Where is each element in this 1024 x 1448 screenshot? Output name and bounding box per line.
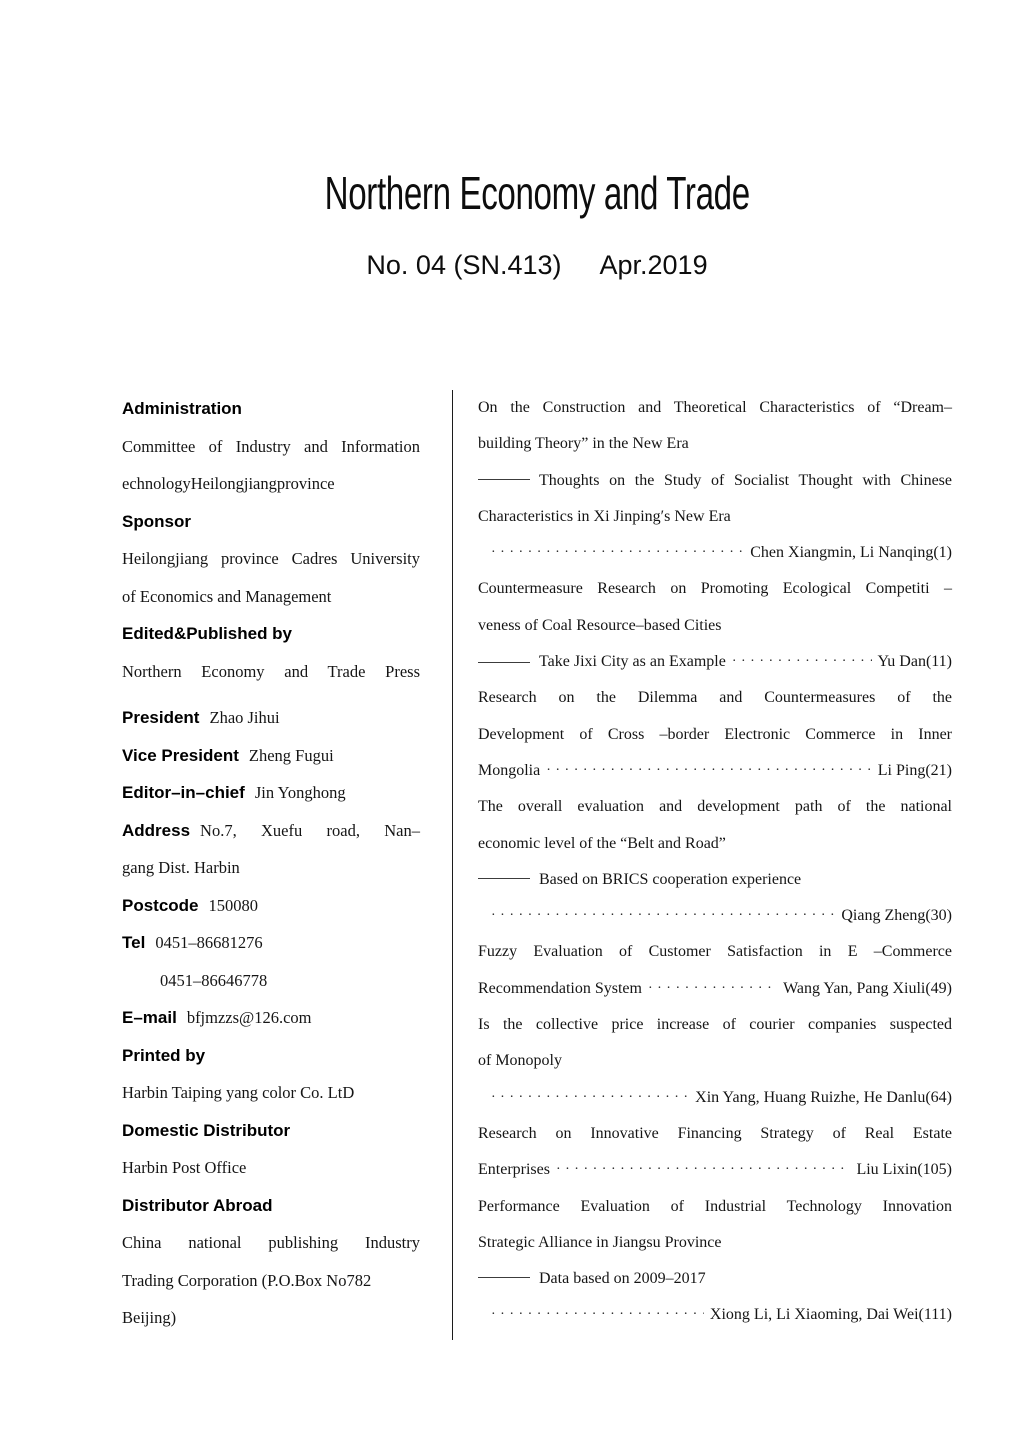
info-text: Harbin Post Office: [122, 1158, 247, 1177]
info-field: [122, 774, 420, 812]
toc-author-line: [478, 753, 952, 789]
info-text: echnologyHeilongjiangprovince: [122, 474, 335, 493]
toc-pre: Enterprises: [478, 1161, 550, 1179]
info-field: [122, 999, 420, 1037]
section-label: Administration: [122, 399, 242, 418]
issue-date: Apr.2019: [599, 250, 708, 280]
info-field: [122, 887, 420, 925]
toc-author-line: [478, 1297, 952, 1333]
info-section-header: [122, 390, 420, 428]
toc-authors: Li Ping(21): [877, 761, 952, 779]
subtitle-dash: [478, 662, 530, 663]
toc-authors: Wang Yan, Pang Xiuli(49): [783, 979, 952, 997]
toc-author-line: [478, 1080, 952, 1116]
journal-title: Northern Economy and Trade: [324, 167, 750, 219]
info-text: gang Dist. Harbin: [122, 858, 240, 877]
info-field: [122, 699, 420, 737]
info-field: [122, 812, 420, 850]
toc-line: Strategic Alliance in Jiangsu Province: [478, 1233, 722, 1251]
toc-line: economic level of the “Belt and Road”: [478, 834, 726, 852]
info-text: China national publishing Industry: [122, 1233, 420, 1252]
toc-line: Research on Innovative Financing Strategy of Real Estate: [478, 1124, 952, 1142]
info-section-header: [122, 1187, 420, 1225]
subtitle-dash: [478, 878, 530, 879]
dot-leader: [648, 971, 777, 1007]
info-field: [122, 737, 420, 775]
info-text: Harbin Taiping yang color Co. LtD: [122, 1083, 355, 1102]
subtitle-dash: [478, 1277, 530, 1278]
toc-author-line: [478, 971, 952, 1007]
field-label: Tel: [122, 933, 146, 952]
toc-line: building Theory” in the New Era: [478, 435, 689, 453]
dot-leader: [546, 753, 872, 789]
toc-line: of Monopoly: [478, 1052, 562, 1070]
column-divider: [452, 390, 453, 1340]
toc-subtitle: Based on BRICS cooperation experience: [539, 870, 802, 888]
dot-leader: [491, 898, 835, 934]
toc-authors: Yu Dan(11): [877, 653, 952, 671]
toc-line: Research on the Dilemma and Countermeasures of the: [478, 689, 952, 707]
section-label: Edited&Published by: [122, 624, 293, 643]
toc-line: Is the collective price increase of courier companies suspected: [478, 1016, 952, 1034]
toc-line: [478, 463, 952, 499]
field-value: 150080: [208, 895, 259, 915]
issue-line: [122, 250, 952, 281]
section-label: Printed by: [122, 1045, 206, 1065]
info-section-header: [122, 615, 420, 653]
info-text: Trading Corporation (P.O.Box No782: [122, 1270, 372, 1290]
toc-line: [478, 1261, 952, 1297]
field-value: bfjmzzs@126.com: [186, 1008, 312, 1027]
info-text: Northern Economy and Trade Press: [122, 661, 420, 681]
info-text: of Economics and Management: [122, 586, 332, 606]
toc-author-line: [478, 644, 952, 680]
info-section-header: [122, 1037, 420, 1075]
page-content: [122, 0, 952, 1448]
toc-pre: Take Jixi City as an Example: [539, 653, 726, 671]
info-section-header: [122, 503, 420, 541]
toc-pre: Recommendation System: [478, 979, 642, 997]
table-of-contents: [478, 390, 952, 1334]
field-label: Vice President: [122, 745, 239, 765]
info-text: Committee of Industry and Information: [122, 436, 420, 456]
toc-line: Development of Cross –border Electronic Commerce in Inner: [478, 725, 952, 743]
toc-author-line: [478, 898, 952, 934]
toc-authors: Liu Lixin(105): [856, 1161, 952, 1179]
field-label: Editor–in–chief: [122, 783, 245, 802]
toc-authors: Xiong Li, Li Xiaoming, Dai Wei(111): [709, 1306, 952, 1324]
field-label: Address: [122, 820, 191, 840]
toc-author-line: [478, 1152, 952, 1188]
masthead: [122, 166, 952, 220]
toc-line: The overall evaluation and development path of the national: [478, 798, 952, 816]
toc-subtitle: Data based on 2009–2017: [539, 1270, 706, 1288]
toc-line: veness of Coal Resource–based Cities: [478, 616, 722, 634]
dot-leader: [491, 1297, 704, 1333]
field-label: Postcode: [122, 895, 199, 915]
subtitle-dash: [478, 479, 530, 480]
toc-authors: Xin Yang, Huang Ruizhe, He Danlu(64): [695, 1088, 952, 1106]
toc-line: Performance Evaluation of Industrial Technology Innovation: [478, 1197, 952, 1215]
info-field: [122, 924, 420, 962]
info-section-header: [122, 1112, 420, 1150]
dot-leader: [556, 1152, 850, 1188]
field-label: E–mail: [122, 1008, 177, 1027]
issue-number: No. 04 (SN.413): [366, 250, 562, 280]
dot-leader: [732, 644, 872, 680]
field-value: Zhao Jihui: [209, 708, 280, 727]
dot-leader: [491, 535, 744, 571]
section-label: Sponsor: [122, 511, 191, 531]
toc-line: [478, 862, 952, 898]
toc-author-line: [478, 535, 952, 571]
toc-subtitle: Thoughts on the Study of Socialist Thought with Chinese: [539, 471, 952, 489]
info-text: Beijing): [122, 1308, 177, 1327]
toc-authors: Chen Xiangmin, Li Nanqing(1): [750, 544, 952, 562]
dot-leader: [491, 1080, 689, 1116]
info-text: Heilongjiang province Cadres University: [122, 549, 420, 568]
toc-line: On the Construction and Theoretical Characteristics of “Dream–: [478, 399, 952, 416]
toc-line: Fuzzy Evaluation of Customer Satisfaction in E –Commerce: [478, 943, 952, 961]
field-label: President: [122, 708, 200, 727]
toc-pre: Mongolia: [478, 761, 541, 779]
field-value: 0451–86681276: [155, 933, 263, 952]
info-panel: [122, 390, 420, 1337]
section-label: Distributor Abroad: [122, 1195, 273, 1215]
info-text: 0451–86646778: [160, 970, 268, 990]
section-label: Domestic Distributor: [122, 1120, 291, 1140]
toc-line: Countermeasure Research on Promoting Ecological Competiti –: [478, 580, 952, 598]
toc-authors: Qiang Zheng(30): [841, 907, 952, 925]
toc-line: Characteristics in Xi Jinping′s New Era: [478, 507, 731, 525]
field-value: Zheng Fugui: [248, 745, 334, 765]
field-value: Jin Yonghong: [254, 783, 346, 802]
field-value: No.7, Xuefu road, Nan–: [200, 820, 420, 840]
